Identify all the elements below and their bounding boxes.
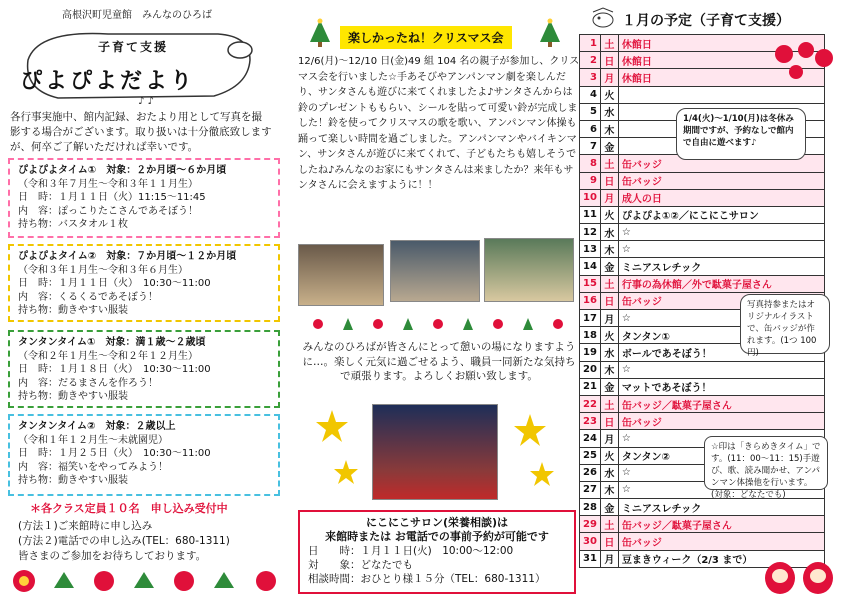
calendar-event: マットであそぼう！ xyxy=(618,378,824,395)
calendar-event: 休館日 xyxy=(618,35,824,52)
calendar-day-number: 9 xyxy=(580,172,601,189)
newsletter-banner xyxy=(18,20,258,108)
calendar-weekday: 火 xyxy=(600,86,618,103)
christmas-party-report: 12/6(月)～12/10 日(金)49 組 104 名の親子が参加し、クリスマス会を行いました☆手あそびやアンパンマン劇を楽しんだり、サンタさんも遊びに来てくれましたよ♪サンタさんからは鈴のプレゼントももらい、シールを貼って可愛い鈴が完成しました！鈴を使ってクリスマスの歌を歌い、アンパンマン体操も踊って楽しい時間を過ごしました。アンパンマンやバイキンマン、サンタさんが遊びに来てくれて、子どもたちも嬉しそうでしたね♪みんなのお家にもサンタさんは来ましたか？来年もサンタさんに会えますように！！ xyxy=(298,56,580,191)
calendar-event: ぴよぴよ①②／にこにこサロン xyxy=(618,206,824,223)
calendar-day-number: 23 xyxy=(580,413,601,430)
calendar-weekday: 土 xyxy=(600,516,618,533)
calendar-event: 缶バッジ xyxy=(618,413,824,430)
session-content: 内 容：くるくるであそぼう！ xyxy=(18,291,158,303)
calendar-row xyxy=(580,275,825,292)
calendar-event: ☆ xyxy=(618,430,824,447)
salon-title: にこにこサロン(栄養相談)は xyxy=(365,516,509,529)
session-content: 内 容：ぽっこりたこさんであそぼう！ xyxy=(18,205,198,217)
calendar-weekday: 水 xyxy=(600,464,618,481)
calendar-event: ボールであそぼう！ xyxy=(618,344,824,361)
session-items: 持ち物：動きやすい服装 xyxy=(18,391,128,402)
calendar-event: ミニアスレチック xyxy=(618,499,824,516)
session-date: 日 時：１月１８日（火） 10:30～11:00 xyxy=(18,364,211,375)
calendar-event: 休館日 xyxy=(618,69,824,86)
calendar-weekday: 水 xyxy=(600,103,618,120)
party-photo xyxy=(484,238,574,302)
session-card-piyopiyo-1 xyxy=(8,158,280,238)
badge-note: 写真持参またはオリジナルイラストで、缶バッジが作れます。(1つ 100 円) xyxy=(740,294,830,354)
salon-target: 対 象：どなたでも xyxy=(308,559,413,571)
calendar-weekday: 日 xyxy=(600,292,618,309)
calendar-day-number: 30 xyxy=(580,533,601,550)
party-photo xyxy=(390,240,480,302)
calendar-weekday: 月 xyxy=(600,189,618,206)
christmas-border-icon xyxy=(298,314,580,334)
session-range: （令和３年１月生～令和３年６月生） xyxy=(18,264,188,276)
bird-icon xyxy=(588,4,618,30)
calendar-day-number: 5 xyxy=(580,103,601,120)
calendar-row xyxy=(580,189,825,206)
calendar-day-number: 29 xyxy=(580,516,601,533)
calendar-day-number: 31 xyxy=(580,550,601,567)
calendar-day-number: 26 xyxy=(580,464,601,481)
calendar-day-number: 22 xyxy=(580,395,601,412)
calendar-event: 缶バッジ／駄菓子屋さん xyxy=(618,516,824,533)
calendar-weekday: 木 xyxy=(600,241,618,258)
calendar-weekday: 日 xyxy=(600,52,618,69)
closing-text: 皆さまのご参加をお待ちしております。 xyxy=(18,550,207,562)
kirameki-note: ☆印は「きらめきタイム」です。(11：00～11：15)手遊び、歌、読み聞かせ、アンパンマン体操他を行います。(対象：どなたでも) xyxy=(704,436,828,490)
session-head: ぴよぴよタイム② 対象：７か月頃～１２か月頃 xyxy=(18,251,237,262)
calendar-row xyxy=(580,499,825,516)
session-content: 内 容：だるまさんを作ろう！ xyxy=(18,377,158,389)
calendar-event: タンタン① xyxy=(618,327,824,344)
calendar-weekday: 土 xyxy=(600,275,618,292)
santa-group-photo xyxy=(372,404,498,500)
calendar-event: 缶バッジ／駄菓子屋さん xyxy=(618,395,824,412)
calendar-day-number: 28 xyxy=(580,499,601,516)
calendar-row xyxy=(580,172,825,189)
photo-notice: 各行事実施中、館内記録、おたより用として写真を撮影する場合がございます。取り扱いは十分徹底致しますが、何卒ご了解いただければ幸いです。 xyxy=(10,111,272,153)
calendar-day-number: 8 xyxy=(580,155,601,172)
calendar-weekday: 火 xyxy=(600,206,618,223)
calendar-event: 成人の日 xyxy=(618,189,824,206)
calendar-day-number: 27 xyxy=(580,481,601,498)
apply-method-2: (方法２)電話での申し込み(TEL：680-1311) xyxy=(18,535,230,547)
calendar-row xyxy=(580,413,825,430)
calendar-event: ☆ xyxy=(618,310,824,327)
new-year-decoration-icon xyxy=(4,566,284,596)
calendar-row xyxy=(580,361,825,378)
calendar-event: 豆まきウィーク（2/3 まで） xyxy=(618,550,824,567)
calendar-day-number: 15 xyxy=(580,275,601,292)
calendar-weekday: 火 xyxy=(600,327,618,344)
salon-duration: 相談時間：おひとり様１５分（TEL：680-1311） xyxy=(308,573,546,585)
calendar-day-number: 2 xyxy=(580,52,601,69)
capacity-notice: ＊各クラス定員１０名 申し込み受付中 xyxy=(30,502,228,515)
salon-subtitle: 来館時または お電話での事前予約が可能です xyxy=(325,530,549,543)
calendar-row xyxy=(580,378,825,395)
session-range: （令和１年１２月生～未就園児） xyxy=(18,434,168,446)
session-date: 日 時：１月１１日（火）11:15～11:45 xyxy=(18,192,206,203)
session-head: タンタンタイム② 対象：２歳以上 xyxy=(18,421,176,432)
calendar-event: 缶バッジ xyxy=(618,172,824,189)
calendar-weekday: 木 xyxy=(600,481,618,498)
calendar-event: ☆ xyxy=(618,481,824,498)
calendar-row xyxy=(580,533,825,550)
session-head: ぴよぴよタイム① 対象：２か月頃～６か月頃 xyxy=(18,165,227,176)
christmas-tree-icon xyxy=(538,18,562,48)
calendar-event: 缶バッジ xyxy=(618,533,824,550)
calendar-day-number: 4 xyxy=(580,86,601,103)
staff-message: みんなのひろばが皆さんにとって憩いの場になりますように…。楽しく元気に過ごせるよう、職員一同新たな気持ちで頑張ります。よろしくお願い致します。 xyxy=(302,341,576,382)
calendar-weekday: 日 xyxy=(600,413,618,430)
calendar-event: 缶バッジ xyxy=(618,292,824,309)
session-date: 日 時：１月２５日（火） 10:30～11:00 xyxy=(18,448,211,459)
calendar-weekday: 土 xyxy=(600,35,618,52)
calendar-weekday: 水 xyxy=(600,224,618,241)
calendar-weekday: 月 xyxy=(600,310,618,327)
calendar-row xyxy=(580,516,825,533)
calendar-day-number: 12 xyxy=(580,224,601,241)
christmas-party-title: 楽しかったね！クリスマス会 xyxy=(340,26,512,49)
calendar-title: １月の予定（子育て支援） xyxy=(622,13,790,29)
calendar-event: ☆ xyxy=(618,224,824,241)
calendar-event xyxy=(618,86,824,103)
calendar-row xyxy=(580,206,825,223)
calendar-row xyxy=(580,241,825,258)
flower-decoration-icon xyxy=(772,40,836,80)
calendar-weekday: 金 xyxy=(600,138,618,155)
session-content: 内 容：福笑いをやってみよう！ xyxy=(18,461,168,473)
apply-method-1: (方法１)ご来館時に申し込み xyxy=(18,520,153,532)
calendar-day-number: 11 xyxy=(580,206,601,223)
banner-title: ぴよぴよだより xyxy=(20,68,196,94)
calendar-event: ミニアスレチック xyxy=(618,258,824,275)
session-head: タンタンタイム① 対象：満１歳～２歳頃 xyxy=(18,337,206,348)
salon-date: 日 時：１月１１日(火) 10:00～12:00 xyxy=(308,545,514,557)
session-date: 日 時：１月１１日（火） 10:30～11:00 xyxy=(18,278,211,289)
banner-subtitle: 子育て支援 xyxy=(98,40,169,54)
party-photo xyxy=(298,244,384,306)
calendar-day-number: 7 xyxy=(580,138,601,155)
calendar-row xyxy=(580,395,825,412)
session-items: 持ち物：動きやすい服装 xyxy=(18,475,128,486)
christmas-tree-icon xyxy=(308,18,332,48)
calendar-day-number: 1 xyxy=(580,35,601,52)
calendar-weekday: 月 xyxy=(600,69,618,86)
org-name: 高根沢町児童館 みんなのひろば xyxy=(62,10,212,21)
calendar-weekday: 土 xyxy=(600,155,618,172)
calendar-event: ☆ xyxy=(618,241,824,258)
calendar-event: 行事の為休館／外で駄菓子屋さん xyxy=(618,275,824,292)
winter-break-note: 1/4(火)～1/10(月)は冬休み期間ですが、予約なしで館内で自由に遊べます♪ xyxy=(676,108,806,160)
calendar-day-number: 6 xyxy=(580,120,601,137)
calendar-event: 缶バッジ xyxy=(618,155,824,172)
calendar-weekday: 月 xyxy=(600,430,618,447)
session-card-piyopiyo-2 xyxy=(8,244,280,322)
calendar-day-number: 16 xyxy=(580,292,601,309)
calendar-weekday: 水 xyxy=(600,344,618,361)
calendar-day-number: 3 xyxy=(580,69,601,86)
calendar-weekday: 木 xyxy=(600,120,618,137)
calendar-weekday: 日 xyxy=(600,533,618,550)
calendar-row xyxy=(580,86,825,103)
nikoniko-salon-box xyxy=(298,510,576,594)
calendar-weekday: 火 xyxy=(600,447,618,464)
session-items: 持ち物：動きやすい服装 xyxy=(18,305,128,316)
calendar-weekday: 木 xyxy=(600,361,618,378)
calendar-day-number: 10 xyxy=(580,189,601,206)
calendar-day-number: 13 xyxy=(580,241,601,258)
calendar-day-number: 20 xyxy=(580,361,601,378)
calendar-day-number: 17 xyxy=(580,310,601,327)
calendar-weekday: 日 xyxy=(600,172,618,189)
svg-text:♪ ♪: ♪ ♪ xyxy=(138,96,154,107)
calendar-event: ☆ xyxy=(618,464,824,481)
session-card-tantan-2 xyxy=(8,414,280,496)
calendar-event: 休館日 xyxy=(618,52,824,69)
calendar-row xyxy=(580,258,825,275)
daruma-icon xyxy=(762,558,842,596)
calendar-weekday: 金 xyxy=(600,499,618,516)
session-card-tantan-1 xyxy=(8,330,280,408)
calendar-weekday: 土 xyxy=(600,395,618,412)
calendar-row xyxy=(580,224,825,241)
calendar-day-number: 14 xyxy=(580,258,601,275)
session-range: （令和２年１月生～令和２年１２月生） xyxy=(18,350,198,362)
calendar-weekday: 月 xyxy=(600,550,618,567)
calendar-day-number: 24 xyxy=(580,430,601,447)
calendar-day-number: 25 xyxy=(580,447,601,464)
session-items: 持ち物：バスタオル１枚 xyxy=(18,219,128,230)
calendar-event: タンタン② xyxy=(618,447,824,464)
calendar-day-number: 18 xyxy=(580,327,601,344)
calendar-event: ☆ xyxy=(618,361,824,378)
calendar-day-number: 19 xyxy=(580,344,601,361)
calendar-weekday: 金 xyxy=(600,378,618,395)
calendar-day-number: 21 xyxy=(580,378,601,395)
calendar-weekday: 金 xyxy=(600,258,618,275)
session-range: （令和３年７月生～令和３年１１月生） xyxy=(18,178,198,190)
